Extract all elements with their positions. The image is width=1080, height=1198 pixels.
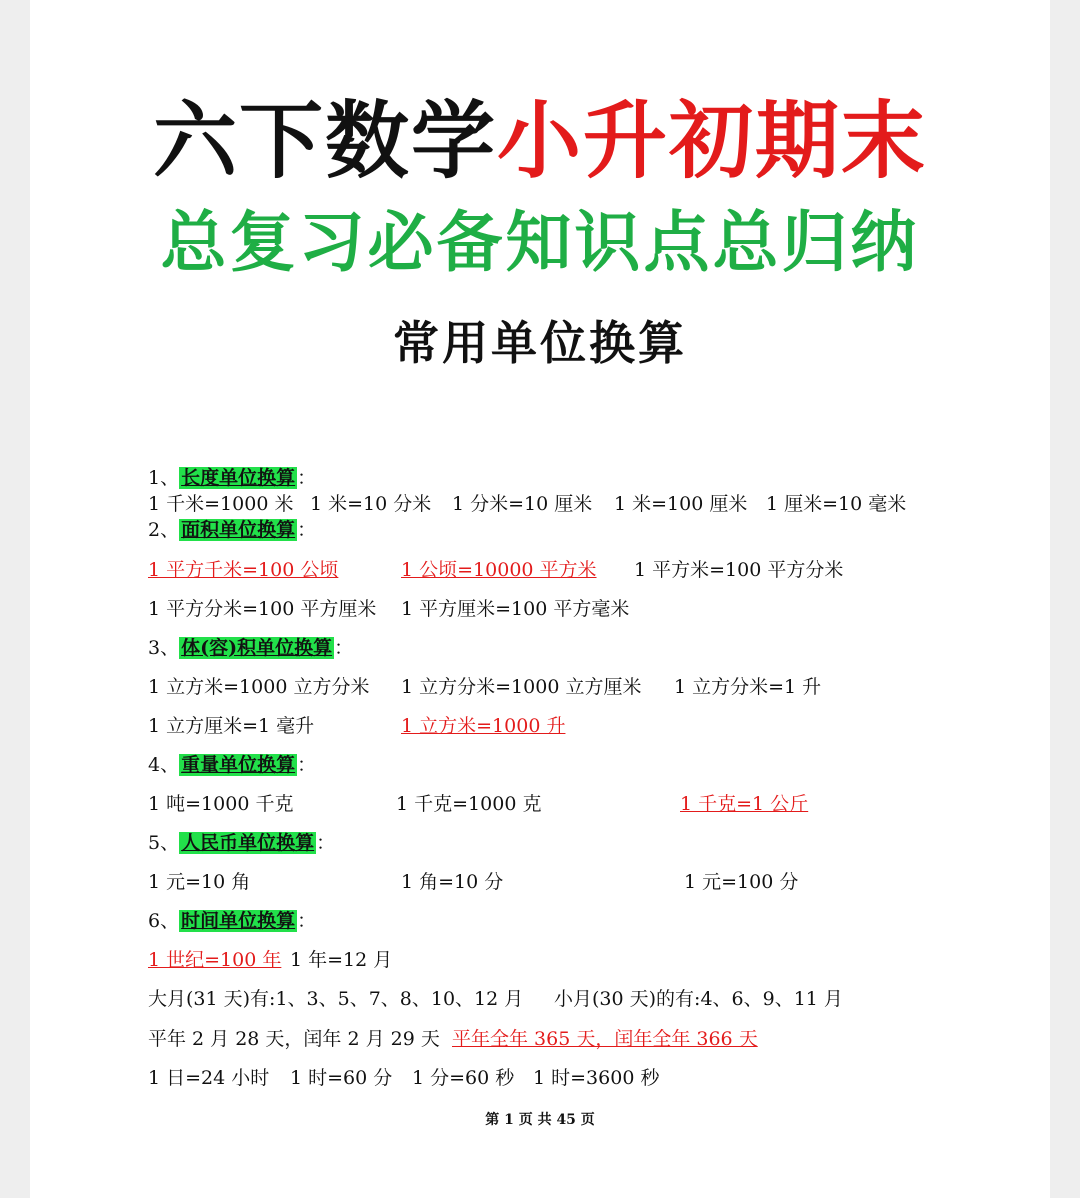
time-item: 平年全年 365 天，闰年全年 366 天 <box>452 1028 758 1050</box>
time-item: 大月(31 天)有:1、3、5、7、8、10、12 月 <box>148 988 524 1010</box>
time-item: 平年 2 月 28 天，闰年 2 月 29 天 <box>148 1028 440 1050</box>
money-row <box>148 868 948 896</box>
volume-item: 1 立方厘米=1 毫升 <box>148 715 315 737</box>
time-row-4 <box>148 1064 948 1092</box>
volume-item: 1 立方分米=1000 立方厘米 <box>401 676 642 698</box>
main-title <box>30 86 1050 196</box>
length-conversions <box>148 490 948 518</box>
money-item: 1 元=100 分 <box>684 871 799 893</box>
length-item: 1 千米=1000 米 <box>148 493 294 515</box>
area-item: 1 平方厘米=100 平方毫米 <box>401 598 630 620</box>
area-item: 1 平方米=100 平方分米 <box>634 559 844 581</box>
area-item: 1 公顷=10000 平方米 <box>401 559 597 581</box>
page-number: 第 1 页 共 45 页 <box>485 1112 595 1128</box>
time-row-3 <box>148 1025 948 1053</box>
time-item: 1 年=12 月 <box>290 949 393 971</box>
time-item: 1 世纪=100 年 <box>148 949 282 971</box>
subtitle: 总复习必备知识点总归纳 <box>160 204 920 281</box>
length-item: 1 厘米=10 毫米 <box>766 493 907 515</box>
section-heading-money: 5、 人民币单位换算 ： <box>148 832 336 854</box>
section-heading-weight: 4、 重量单位换算 ： <box>148 754 317 776</box>
time-item: 1 日=24 小时 <box>148 1067 270 1089</box>
section-heading-length: 1、 长度单位换算 ： <box>148 467 317 489</box>
main-title-black: 六下数学 <box>152 92 497 190</box>
area-item: 1 平方千米=100 公顷 <box>148 559 339 581</box>
section-heading-time: 6、 时间单位换算 ： <box>148 910 317 932</box>
section-title: 常用单位换算 <box>393 316 687 370</box>
main-title-red: 小升初期末 <box>497 92 928 190</box>
time-row-2 <box>148 985 948 1013</box>
volume-item: 1 立方米=1000 立方分米 <box>148 676 370 698</box>
weight-row <box>148 790 948 818</box>
area-item: 1 平方分米=100 平方厘米 <box>148 598 377 620</box>
volume-item: 1 立方米=1000 升 <box>401 715 566 737</box>
area-row-2 <box>148 595 948 623</box>
time-item: 1 时=3600 秒 <box>533 1067 660 1089</box>
section-heading-area: 2、 面积单位换算 ： <box>148 519 317 541</box>
document-page <box>30 0 1050 1198</box>
volume-row-1 <box>148 673 948 701</box>
money-item: 1 角=10 分 <box>401 871 504 893</box>
volume-row-2 <box>148 712 948 740</box>
time-row-1 <box>148 946 948 974</box>
length-item: 1 米=100 厘米 <box>614 493 748 515</box>
length-item: 1 分米=10 厘米 <box>452 493 593 515</box>
area-row-1 <box>148 556 948 584</box>
time-item: 1 时=60 分 <box>290 1067 393 1089</box>
weight-item: 1 千克=1 公斤 <box>680 793 809 815</box>
time-item: 小月(30 天)的有:4、6、9、11 月 <box>554 988 843 1010</box>
weight-item: 1 千克=1000 克 <box>396 793 542 815</box>
length-item: 1 米=10 分米 <box>310 493 432 515</box>
money-item: 1 元=10 角 <box>148 871 251 893</box>
section-heading-volume: 3、 体(容)积单位换算 ： <box>148 637 354 659</box>
weight-item: 1 吨=1000 千克 <box>148 793 294 815</box>
volume-item: 1 立方分米=1 升 <box>674 676 822 698</box>
time-item: 1 分=60 秒 <box>412 1067 515 1089</box>
